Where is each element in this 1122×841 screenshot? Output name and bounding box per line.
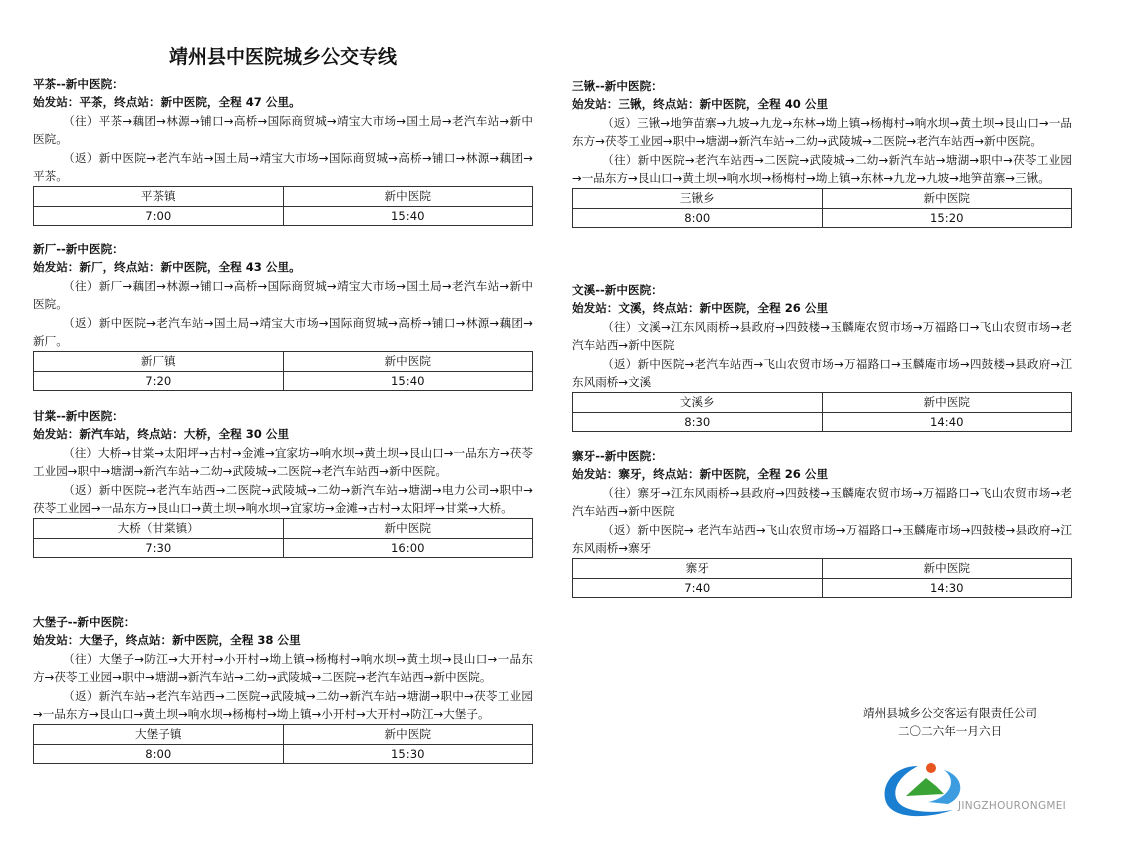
route-name: 文溪--新中医院： bbox=[572, 283, 663, 297]
route-stops: （返）新中医院→老汽车站西→二医院→武陵城→二幼→新汽车站→塘湖→电力公司→职中→茯苓工业园→一品东方→艮山口→黄土坝→响水坝→宜家坊→金滩→古村→太阳坪→甘棠→大桥。 bbox=[33, 482, 533, 516]
route-info: 始发站：平茶，终点站：新中医院，全程 47 公里。 bbox=[33, 95, 301, 110]
route-section bbox=[33, 240, 533, 391]
departure-time: 7:30 bbox=[34, 538, 284, 557]
route-info: 始发站：寨牙，终点站：新中医院，全程 26 公里 bbox=[572, 467, 829, 482]
table-header-cell: 新中医院 bbox=[283, 187, 533, 206]
schedule-table bbox=[572, 188, 1072, 228]
company-logo-icon bbox=[878, 762, 968, 818]
departure-time: 15:30 bbox=[283, 744, 533, 763]
route-section bbox=[572, 77, 1072, 228]
schedule-table bbox=[572, 558, 1072, 598]
route-section bbox=[572, 447, 1072, 598]
departure-time: 7:00 bbox=[34, 206, 284, 225]
table-header-cell: 文溪乡 bbox=[573, 393, 823, 412]
logo-text: JINGZHOURONGMEI bbox=[958, 800, 1067, 812]
table-row bbox=[34, 519, 533, 538]
schedule-table bbox=[33, 186, 533, 226]
table-header-cell: 新厂镇 bbox=[34, 352, 284, 371]
departure-time: 16:00 bbox=[283, 538, 533, 557]
departure-time: 15:40 bbox=[283, 371, 533, 390]
route-name: 寨牙--新中医院： bbox=[572, 449, 663, 463]
route-stops: （往）文溪→江东风雨桥→县政府→四鼓楼→玉麟庵农贸市场→万福路口→飞山农贸市场→老汽车站西→新中医院 bbox=[572, 319, 1072, 353]
table-header-cell: 大堡子镇 bbox=[34, 725, 284, 744]
table-header-cell: 三锹乡 bbox=[573, 189, 823, 208]
schedule-table bbox=[33, 518, 533, 558]
table-row bbox=[573, 393, 1072, 412]
route-info: 始发站：文溪，终点站：新中医院，全程 26 公里 bbox=[572, 301, 829, 316]
table-header-cell: 新中医院 bbox=[283, 725, 533, 744]
table-row bbox=[573, 578, 1072, 597]
route-stops: （返）新中医院→老汽车站西→飞山农贸市场→万福路口→玉麟庵市场→四鼓楼→县政府→江东风雨桥→文溪 bbox=[572, 356, 1072, 390]
table-header-cell: 新中医院 bbox=[822, 559, 1072, 578]
schedule-table bbox=[572, 392, 1072, 432]
table-row bbox=[34, 206, 533, 225]
route-section bbox=[33, 407, 533, 558]
table-row bbox=[573, 559, 1072, 578]
table-row bbox=[34, 538, 533, 557]
route-section bbox=[572, 281, 1072, 432]
departure-time: 14:30 bbox=[822, 578, 1072, 597]
table-header-cell: 新中医院 bbox=[283, 519, 533, 538]
route-name: 甘棠--新中医院： bbox=[33, 409, 124, 423]
route-stops: （返）三锹→地笋苗寨→九坡→九龙→东林→坳上镇→杨梅村→响水坝→黄土坝→艮山口→一品东方→茯苓工业园→职中→塘湖→新汽车站→二幼→武陵城→二医院→老汽车站西→新中医院。 bbox=[572, 115, 1072, 149]
route-info: 始发站：新汽车站，终点站：大桥，全程 30 公里 bbox=[33, 427, 290, 442]
table-header-cell: 平茶镇 bbox=[34, 187, 284, 206]
footer bbox=[860, 704, 1040, 740]
departure-time: 7:20 bbox=[34, 371, 284, 390]
company-name: 靖州县城乡公交客运有限责任公司 bbox=[863, 706, 1037, 720]
route-stops: （往）寨牙→江东风雨桥→县政府→四鼓楼→玉麟庵农贸市场→万福路口→飞山农贸市场→老汽车站西→新中医院 bbox=[572, 485, 1072, 519]
departure-time: 14:40 bbox=[822, 412, 1072, 431]
route-info: 始发站：新厂，终点站：新中医院，全程 43 公里。 bbox=[33, 260, 301, 275]
route-stops: （往）大桥→甘棠→太阳坪→古村→金滩→宜家坊→响水坝→黄土坝→艮山口→一品东方→茯苓工业园→职中→塘湖→新汽车站→二幼→武陵城→二医院→老汽车站西→新中医院。 bbox=[33, 445, 533, 479]
table-row bbox=[34, 725, 533, 744]
route-section bbox=[33, 75, 533, 226]
route-name: 平茶--新中医院： bbox=[33, 77, 124, 91]
route-stops: （往）新中医院→老汽车站西→二医院→武陵城→二幼→新汽车站→塘湖→职中→茯苓工业园→一品东方→艮山口→黄土坝→响水坝→杨梅村→坳上镇→东林→九龙→九坡→地笋苗寨→三锹。 bbox=[572, 152, 1072, 186]
route-name: 三锹--新中医院： bbox=[572, 79, 663, 93]
departure-time: 15:20 bbox=[822, 208, 1072, 227]
schedule-table bbox=[33, 351, 533, 391]
table-row bbox=[573, 412, 1072, 431]
route-stops: （往）新厂→藕团→林源→铺口→高桥→国际商贸城→靖宝大市场→国土局→老汽车站→新中医院。 bbox=[33, 278, 533, 312]
route-stops: （返）新中医院→ 老汽车站西→飞山农贸市场→万福路口→玉麟庵市场→四鼓楼→县政府→江东风雨桥→寨牙 bbox=[572, 522, 1072, 556]
route-stops: （返）新汽车站→老汽车站西→二医院→武陵城→二幼→新汽车站→塘湖→职中→茯苓工业园→一品东方→艮山口→黄土坝→响水坝→杨梅村→坳上镇→小开村→大开村→防江→大堡子。 bbox=[33, 688, 533, 722]
table-header-cell: 新中医院 bbox=[822, 189, 1072, 208]
route-name: 新厂--新中医院： bbox=[33, 242, 124, 256]
table-row bbox=[34, 371, 533, 390]
route-stops: （返）新中医院→老汽车站→国土局→靖宝大市场→国际商贸城→高桥→铺口→林源→藕团→新厂。 bbox=[33, 315, 533, 349]
table-row bbox=[34, 187, 533, 206]
table-row bbox=[34, 744, 533, 763]
table-row bbox=[573, 208, 1072, 227]
departure-time: 8:30 bbox=[573, 412, 823, 431]
page-title: 靖州县中医院城乡公交专线 bbox=[168, 46, 397, 68]
departure-time: 8:00 bbox=[573, 208, 823, 227]
departure-time: 8:00 bbox=[34, 744, 284, 763]
route-name: 大堡子--新中医院： bbox=[33, 615, 136, 629]
table-header-cell: 寨牙 bbox=[573, 559, 823, 578]
route-stops: （返）新中医院→老汽车站→国土局→靖宝大市场→国际商贸城→高桥→铺口→林源→藕团→平茶。 bbox=[33, 150, 533, 184]
table-row bbox=[573, 189, 1072, 208]
route-info: 始发站：三锹，终点站：新中医院，全程 40 公里 bbox=[572, 97, 829, 112]
route-section bbox=[33, 613, 533, 764]
table-header-cell: 新中医院 bbox=[822, 393, 1072, 412]
table-row bbox=[34, 352, 533, 371]
schedule-table bbox=[33, 724, 533, 764]
table-header-cell: 新中医院 bbox=[283, 352, 533, 371]
departure-time: 15:40 bbox=[283, 206, 533, 225]
route-stops: （往）平茶→藕团→林源→铺口→高桥→国际商贸城→靖宝大市场→国土局→老汽车站→新中医院。 bbox=[33, 113, 533, 147]
route-stops: （往）大堡子→防江→大开村→小开村→坳上镇→杨梅村→响水坝→黄土坝→艮山口→一品东方→茯苓工业园→职中→塘湖→新汽车站→二幼→武陵城→二医院→老汽车站西→新中医院。 bbox=[33, 651, 533, 685]
departure-time: 7:40 bbox=[573, 578, 823, 597]
table-header-cell: 大桥（甘棠镇） bbox=[34, 519, 284, 538]
issue-date: 二〇二六年一月六日 bbox=[897, 724, 1003, 738]
route-info: 始发站：大堡子，终点站：新中医院，全程 38 公里 bbox=[33, 633, 301, 648]
